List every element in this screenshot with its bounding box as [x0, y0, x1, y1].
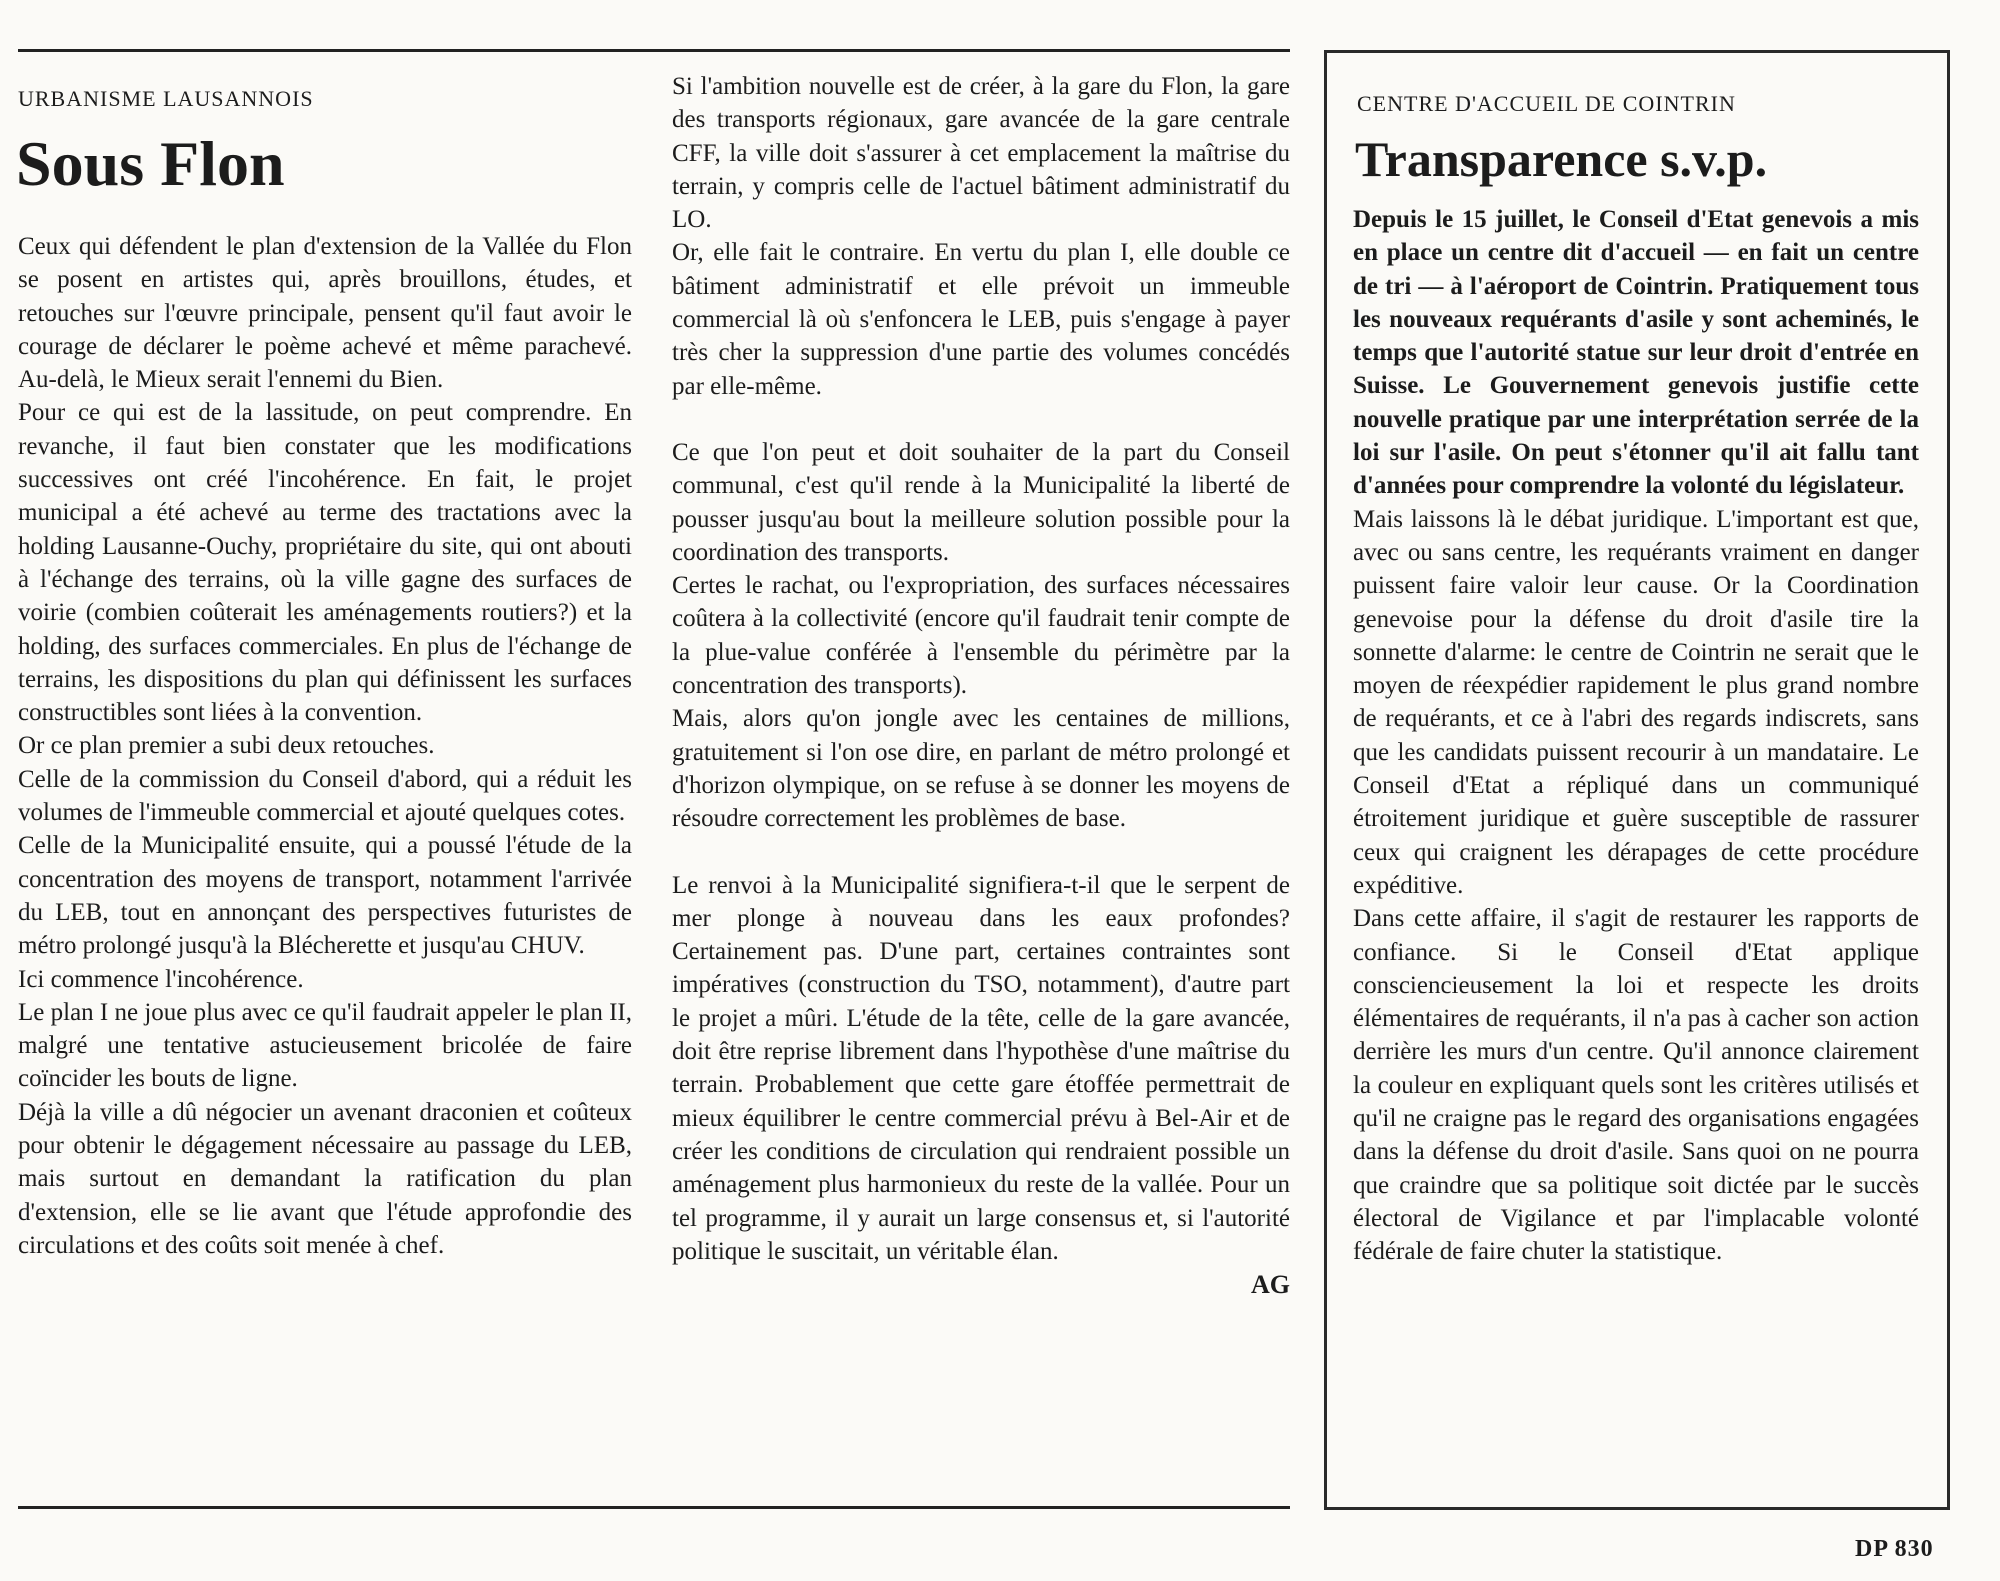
left-article-kicker: URBANISME LAUSANNOIS — [18, 86, 314, 111]
lead-paragraph: Depuis le 15 juillet, le Conseil d'Etat genevois a mis en place un centre dit d'accueil — en fait un centre de tri — à l'aéroport de Cointrin. Pratiquement tous les nouveaux requérants d'asile y sont acheminés, le temps que l'autorité statue sur leur droit d'entrée en Suisse. Le Gouvernement genevois justifie cette nouvelle pratique par une interprétation serrée de la loi sur l'asile. On peut s'étonner qu'il ait fallu tant d'années pour comprendre la volonté du législateur. — [1353, 206, 1919, 500]
paragraph: Ceux qui défendent le plan d'extension de la Vallée du Flon se posent en artistes qui, après brouillons, études, et retouches sur l'œuvre principale, pensent qu'il faut avoir le courage de déclarer le poème achevé et même parachevé. Au-delà, le Mieux serait l'ennemi du Bien. — [18, 233, 632, 394]
paragraph: Déjà la ville a dû négocier un avenant draconien et coûteux pour obtenir le dégagement nécessaire au passage du LEB, mais surtout en demandant la ratification du plan d'extension, elle se lie avant que l'étude approfondie des circulations et des coûts soit menée à chef. — [18, 1098, 632, 1259]
paragraph: Or ce plan premier a subi deux retouches. — [18, 732, 435, 760]
left-article-headline: Sous Flon — [16, 128, 285, 199]
paragraph: Celle de la commission du Conseil d'abord, qui a réduit les volumes de l'immeuble commercial et ajouté quelques cotes. — [18, 765, 632, 827]
bottom-rule — [18, 1506, 1290, 1509]
paragraph: Mais laissons là le débat juridique. L'important est que, avec ou sans centre, les requérants vraiment en danger puissent faire valoir leur cause. Or la Coordination genevoise pour la défense du droit d'asile tire la sonnette d'alarme: le centre de Cointrin ne serait que le moyen de réexpédier rapidement le plus grand nombre de requérants, et ce à l'abri des regards indiscrets, sans que les candidats puissent recourir à un mandataire. Le Conseil d'Etat a répliqué dans un communiqué étroitement juridique et guère susceptible de rassurer ceux qui craignent les dérapages de cette procédure expéditive. — [1353, 505, 1919, 899]
left-article-column-1 — [18, 230, 632, 1262]
author-signature: AG — [1251, 1270, 1290, 1300]
right-article-kicker: CENTRE D'ACCUEIL DE COINTRIN — [1357, 91, 1736, 116]
paragraph: Celle de la Municipalité ensuite, qui a poussé l'étude de la concentration des moyens de transport, notamment l'arrivée du LEB, tout en annonçant des perspectives futuristes de métro prolongé jusqu'à la Blécherette et jusqu'au CHUV. — [18, 832, 632, 960]
top-rule — [18, 49, 1290, 52]
paragraph: Le renvoi à la Municipalité signifiera-t-il que le serpent de mer plonge à nouveau dans les eaux profondes? Certainement pas. D'une part, certaines contraintes sont impératives (construction du TSO, notamment), d'autre part le projet a mûri. L'étude de la tête, celle de la gare avancée, doit être reprise librement dans l'hypothèse d'une maîtrise du terrain. Probablement que cette gare étoffée permettrait de mieux équilibrer le centre commercial prévu à Bel-Air et de créer les conditions de circulation qui rendraient possible un aménagement plus harmonieux du reste de la vallée. Pour un tel programme, il y aurait un large consensus et, si l'autorité politique le suscitait, un véritable élan. — [672, 871, 1290, 1265]
paragraph: Certes le rachat, ou l'expropriation, des surfaces nécessaires coûtera à la collectivité (encore qu'il faudrait tenir compte de la plue-value conférée à l'ensemble du périmètre par la concentration des transports). — [672, 572, 1290, 700]
paragraph: Le plan I ne joue plus avec ce qu'il faudrait appeler le plan II, malgré une tentative astucieusement bricolée de faire coïncider les bouts de ligne. — [18, 998, 632, 1093]
paragraph: Pour ce qui est de la lassitude, on peut comprendre. En revanche, il faut bien constater que les modifications successives ont créé l'incohérence. En fait, le projet municipal a été achevé au terme des tractations avec la holding Lausanne-Ouchy, propriétaire du site, qui ont abouti à l'échange des terrains, où la ville gagne des surfaces de voirie (combien coûterait les aménagements routiers?) et la holding, des surfaces commerciales. En plus de l'échange de terrains, les dispositions du plan qui définissent les surfaces constructibles sont liées à la convention. — [18, 399, 632, 727]
paragraph: Mais, alors qu'on jongle avec les centaines de millions, gratuitement si l'on ose dire, en parlant de métro prolongé et d'horizon olympique, on se refuse à se donner les moyens de résoudre correctement les problèmes de base. — [672, 705, 1290, 833]
right-article-box — [1324, 50, 1950, 1510]
paragraph: Or, elle fait le contraire. En vertu du plan I, elle double ce bâtiment administratif et elle prévoit un immeuble commercial là où s'enfoncera le LEB, puis s'engage à payer très cher la suppression d'une partie des volumes concédés par elle-même. — [672, 239, 1290, 400]
paragraph: Dans cette affaire, il s'agit de restaurer les rapports de confiance. Si le Conseil d'Etat applique consciencieusement la loi et respecte les droits élémentaires de requérants, il n'a pas à cacher son action derrière les murs d'un centre. Qu'il annonce clairement la couleur en expliquant quels sont les critères utilisés et qu'il ne craigne pas le regard des organisations engagées dans la défense du droit d'asile. Sans quoi on ne pourra que craindre que sa politique soit dictée par le succès électoral de Vigilance et par l'implacable volonté fédérale de faire chuter la statistique. — [1353, 905, 1919, 1266]
paragraph: Ici commence l'incohérence. — [18, 965, 304, 993]
left-article-column-2 — [672, 70, 1290, 1301]
right-article-headline: Transparence s.v.p. — [1355, 131, 1768, 187]
paragraph: Si l'ambition nouvelle est de créer, à la gare du Flon, la gare des transports régionaux, gare avancée de la gare centrale CFF, la ville doit s'assurer à cet emplacement la maîtrise du terrain, y compris celle de l'actuel bâtiment administratif du LO. — [672, 73, 1290, 234]
paragraph: Ce que l'on peut et doit souhaiter de la part du Conseil communal, c'est qu'il rende à la Municipalité la liberté de pousser jusqu'au bout la meilleure solution possible pour la coordination des transports. — [672, 438, 1290, 566]
right-article-column — [1353, 203, 1919, 1269]
page-number: DP 830 — [1855, 1536, 1934, 1562]
